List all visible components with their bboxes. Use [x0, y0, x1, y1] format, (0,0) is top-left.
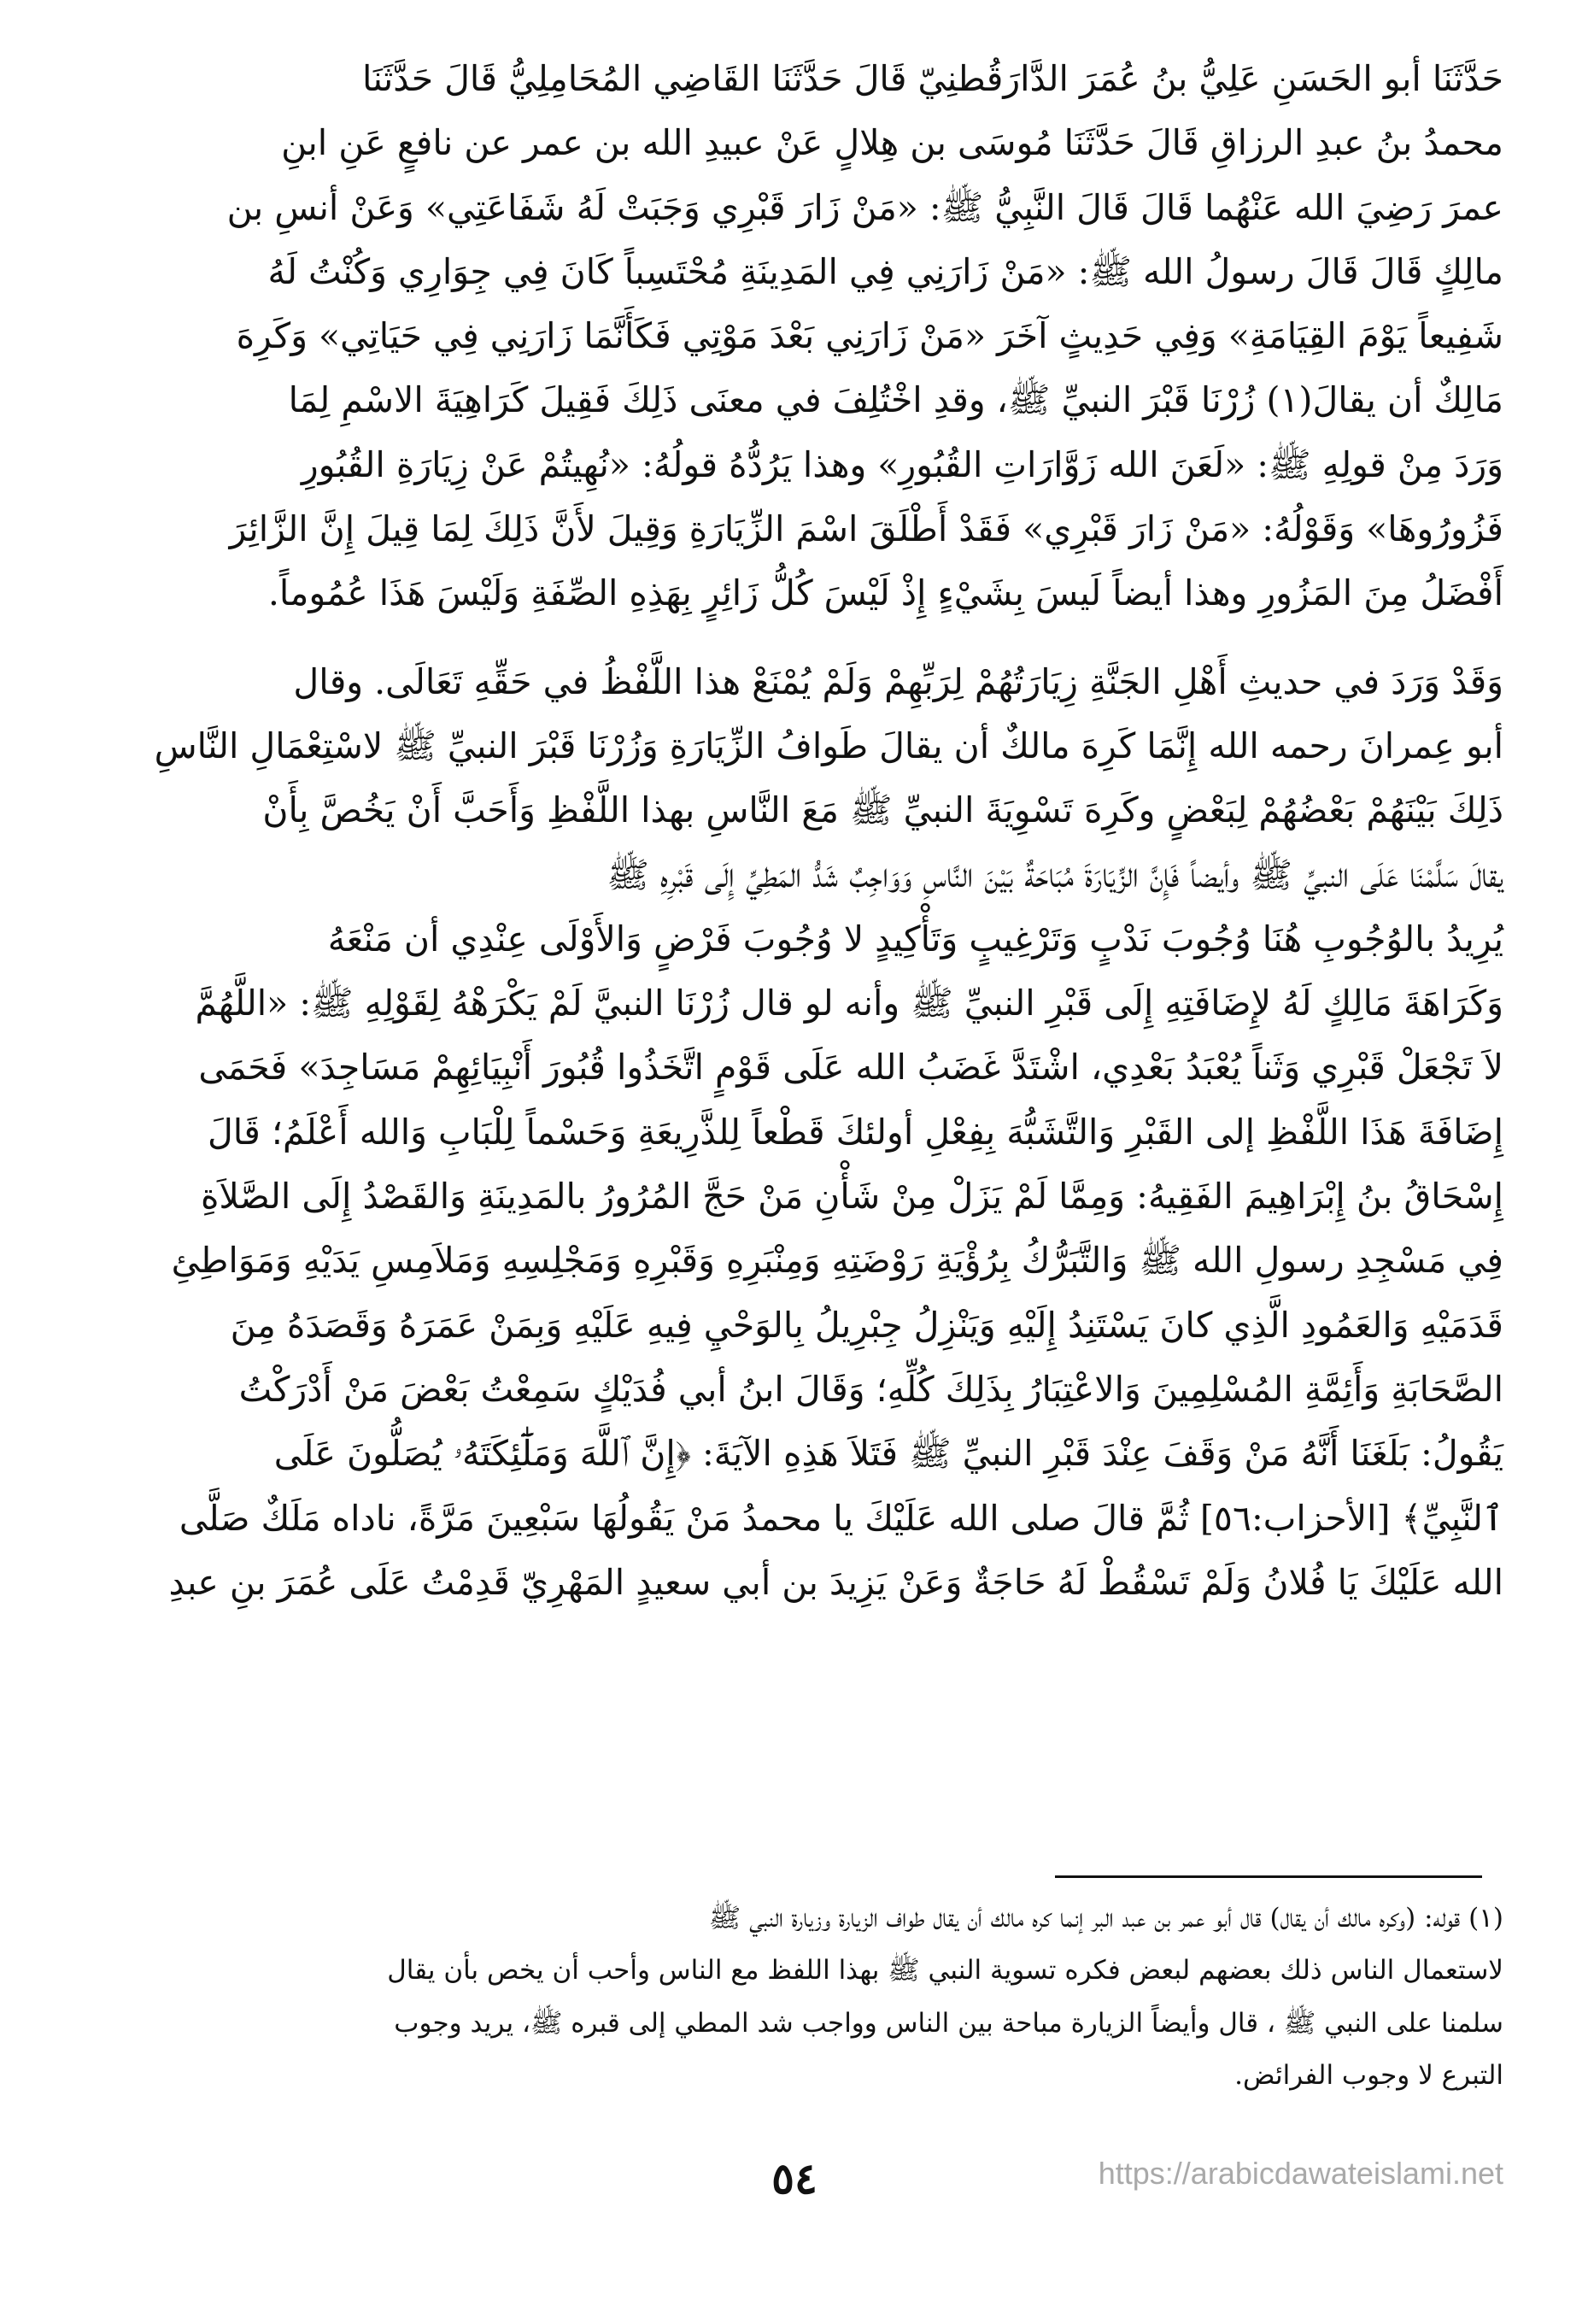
text-line: وَرَدَ مِنْ قولِهِ ﷺ: «لَعَنَ الله زَوَّارَاتِ القُبُورِ» وهذا يَرُدُّهُ قولُهُ: «نُهِيتُمْ عَنْ زِيَارَةِ القُبُورِ	[301, 443, 1503, 485]
text-line: فِي مَسْجِدِ رسولِ الله ﷺ وَالتَّبَرُّكُ بِرُؤْيَةِ رَوْضَتِهِ وَمِنْبَرِهِ وَقَبْرِهِ وَمَجْلِسِهِ وَمَلاَمِسِ يَدَيْهِ وَمَوَاطِئِ	[171, 1240, 1503, 1282]
text-line: يَقُولُ: بَلَغَنَا أَنَّهُ مَنْ وَقَفَ عِنْدَ قَبْرِ النبيِّ ﷺ فَتَلاَ هَذِهِ الآيَةَ: ﴿إِنَّ ٱللَّهَ وَمَلَٰٓئِكَتَهُۥ يُصَلُّونَ عَلَى	[273, 1433, 1503, 1475]
footnote	[137, 1893, 1503, 2102]
text-line: شَفِيعاً يَوْمَ القِيَامَةِ» وَفِي حَدِيثٍ آخَرَ «مَنْ زَارَنِي بَعْدَ مَوْتِي فَكَأَنَّمَا زَارَنِي فِي حَيَاتِي» وَكَرِهَ	[236, 315, 1503, 357]
text-line: مالِكٍ قَالَ قَالَ رسولُ الله ﷺ: «مَنْ زَارَنِي فِي المَدِينَةِ مُحْتَسِباً كَانَ فِي جِوَارِي وَكُنْتُ لَهُ	[267, 250, 1503, 292]
text-line: الصَّحَابَةِ وَأَئِمَّةِ المُسْلِمِينَ وَالاعْتِبَارُ بِذَلِكَ كُلِّهِ؛ وَقَالَ ابنُ أبي فُدَيْكٍ سَمِعْتُ بَعْضَ مَنْ أَدْرَكْتُ	[238, 1368, 1503, 1410]
watermark-url: https://arabicdawateislami.net	[1098, 2156, 1503, 2191]
text-line: مَالِكٌ أن يقالَ(١) زُرْنَا قَبْرَ النبيِّ ﷺ، وقدِ اخْتُلِفَ في معنَى ذَلِكَ فَقِيلَ كَرَاهِيَةَ الاسْمِ لِمَا	[288, 379, 1503, 421]
main-text	[85, 47, 1503, 1615]
footnote-divider	[1055, 1875, 1482, 1878]
text-line: الله عَلَيْكَ يَا فُلانُ وَلَمْ تَسْقُطْ لَهُ حَاجَةٌ وَعَنْ يَزِيدَ بن أبي سعيدٍ المَهْرِيّ قَدِمْتُ عَلَى عُمَرَ بنِ عبدِ	[168, 1561, 1503, 1603]
text-line: عمرَ رَضِيَ الله عَنْهُما قَالَ قَالَ النَّبِيُّ ﷺ: «مَنْ زَارَ قَبْرِي وَجَبَتْ لَهُ شَفَاعَتِي» وَعَنْ أنسِ بن	[226, 186, 1503, 228]
text-line: قَدَمَيْهِ وَالعَمُودِ الَّذِي كانَ يَسْتَنِدُ إِلَيْهِ وَيَنْزِلُ جِبْرِيلُ بِالوَحْيِ فِيهِ عَلَيْهِ وَبِمَنْ عَمَرَهُ وَقَصَدَهُ مِنَ	[230, 1304, 1503, 1346]
footnote-line: سلمنا على النبي ﷺ ، قال وأيضاً الزيارة مباحة بين الناس وواجب شد المطي إلى قبره ﷺ، يريد وجوب	[394, 2007, 1503, 2039]
page-number: ٥٤	[771, 2153, 817, 2204]
text-line: فَزُورُوهَا» وَقَوْلُهُ: «مَنْ زَارَ قَبْرِي» فَقَدْ أَطْلَقَ اسْمَ الزِّيَارَةِ وَقِيلَ لأَنَّ ذَلِكَ لِمَا قِيلَ إِنَّ الزَّائِرَ	[229, 508, 1503, 550]
text-line: حَدَّثَنَا أبو الحَسَنِ عَلِيُّ بنُ عُمَرَ الدَّارَقُطنِيّ قَالَ حَدَّثَنَا القَاضِي المُحَامِلِيُّ قَالَ حَدَّثَنَا	[361, 58, 1503, 99]
text-line: إِضَافَةَ هَذَا اللَّفْظِ إلى القَبْرِ وَالتَّشَبُّهَ بِفِعْلِ أولئكَ قَطْعاً لِلذَّرِيعَةِ وَحَسْماً لِلْبَابِ وَالله أَعْلَمُ؛ قَالَ	[208, 1111, 1503, 1153]
text-line: وَقَدْ وَرَدَ في حديثِ أَهْلِ الجَنَّةِ زِيَارَتُهُمْ لِرَبِّهِمْ وَلَمْ يُمْنَعْ هذا اللَّفْظُ في حَقِّهِ تَعَالَى. وقال	[293, 660, 1503, 702]
text-line: ذَلِكَ بَيْنَهُمْ بَعْضُهُمْ لِبَعْضٍ وكَرِهَ تَسْوِيَةَ النبيِّ ﷺ مَعَ النَّاسِ بهذا اللَّفْظِ وَأَحَبَّ أَنْ يَخُصَّ بِأَنْ	[262, 789, 1503, 831]
footnote-line: التبرع لا وجوب الفرائض.	[1234, 2059, 1503, 2091]
text-line: أبو عِمرانَ رحمه الله إِنَّمَا كَرِهَ مالكٌ أن يقالَ طَوافُ الزِّيَارَةِ وَزُرْنَا قَبْرَ النبيِّ ﷺ لاسْتِعْمَالِ النَّاسِ	[154, 725, 1503, 766]
text-line: وَكَرَاهَةَ مَالِكٍ لَهُ لإِضَافَتِهِ إِلَى قَبْرِ النبيِّ ﷺ وأنه لو قال زُرْنَا النبيَّ لَمْ يَكْرَهْهُ لِقَوْلِهِ ﷺ: «اللَّهُمَّ	[195, 983, 1503, 1024]
text-line: يُرِيدُ بالوُجُوبِ هُنَا وُجُوبَ نَدْبٍ وَتَرْغِيبٍ وَتَأْكِيدٍ لا وُجُوبَ فَرْضٍ وَالأَوْلَى عِنْدِي أن مَنْعَهُ	[327, 918, 1503, 960]
text-line: ٱلنَّبِيِّ﴾ [الأحزاب:٥٦] ثُمَّ قالَ صلى الله عَلَيْكَ يا محمدُ مَنْ يَقُولُهَا سَبْعِينَ مَرَّةً، ناداه مَلَكٌ صَلَّى	[179, 1497, 1503, 1539]
footnote-line: لاستعمال الناس ذلك بعضهم لبعض فكره تسوية النبي ﷺ بهذا اللفظ مع الناس وأحب أن يخص بأن يقال	[387, 1955, 1503, 1987]
text-line: إِسْحَاقُ بنُ إِبْرَاهِيمَ الفَقِيهُ: وَمِمَّا لَمْ يَزَلْ مِنْ شَأْنِ مَنْ حَجَّ المُرُورُ بالمَدِينَةِ وَالقَصْدُ إِلَى الصَّلاَةِ	[200, 1176, 1503, 1218]
text-line: أَفْضَلُ مِنَ المَزُورِ وهذا أيضاً لَيسَ بِشَيْءٍ إِذْ لَيْسَ كُلُّ زَائِرٍ بِهَذِهِ الصِّفَةِ وَلَيْسَ هَذَا عُمُوماً.	[267, 572, 1503, 614]
paragraph-2	[85, 650, 1503, 1615]
text-line: يقالَ سَلَّمْنَا عَلَى النبيِّ ﷺ وأيضاً فَإِنَّ الزِّيَارَةَ مُبَاحَةٌ بَيْنَ النَّاسِ وَوَاجِبٌ شَدُّ المَطِيِّ إِلَى قَبْرِهِ ﷺ	[606, 854, 1503, 895]
text-line: لاَ تَجْعَلْ قَبْرِي وَثَناً يُعْبَدُ بَعْدِي، اشْتَدَّ غَضَبُ الله عَلَى قَوْمٍ اتَّخَذُوا قُبُورَ أَنْبِيَائِهِمْ مَسَاجِدَ» فَحَمَى	[198, 1047, 1503, 1089]
text-line: محمدُ بنُ عبدِ الرزاقِ قَالَ حَدَّثَنَا مُوسَى بن هِلالٍ عَنْ عبيدِ الله بن عمر عن نافعٍ عَنِ ابنِ	[281, 122, 1503, 164]
footnote-line: (١) قوله: (وكره مالك أن يقال) قال أبو عمر بن عبد البر إنما كره مالك أن يقال طواف الزيارة وزيارة النبي ﷺ	[708, 1903, 1503, 1934]
paragraph-1	[85, 47, 1503, 626]
